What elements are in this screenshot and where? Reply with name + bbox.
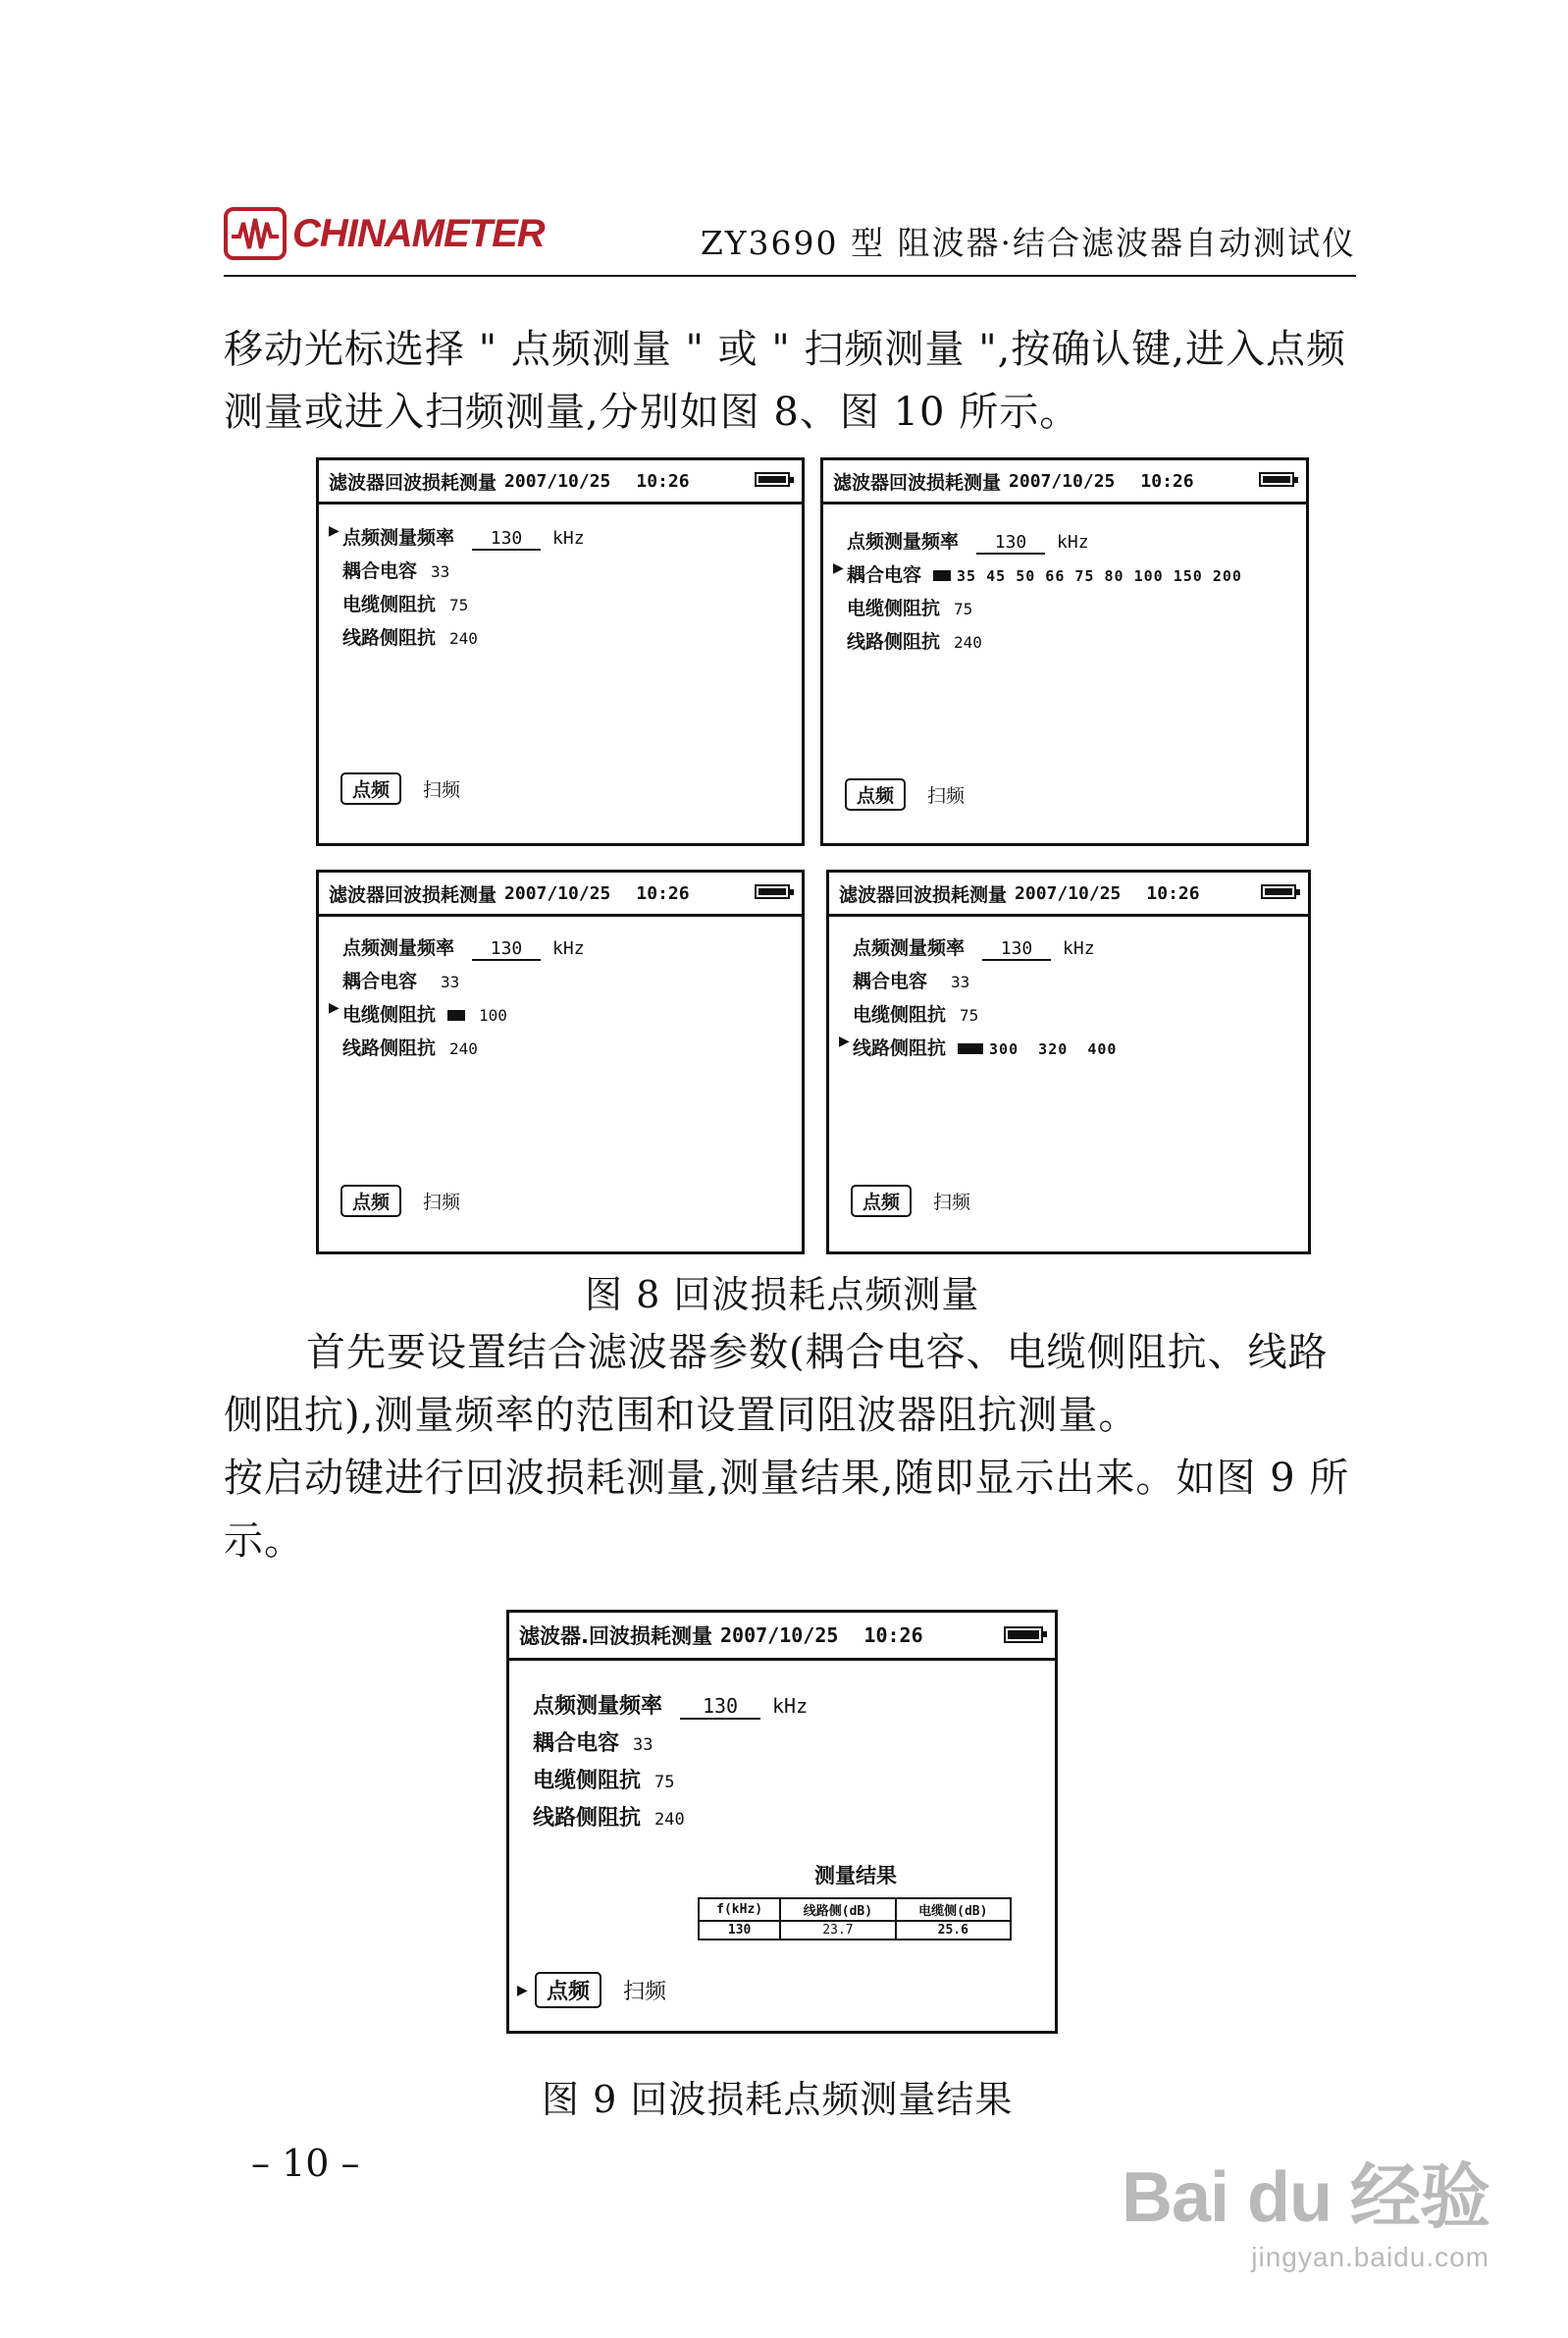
line-value: 240 — [449, 629, 478, 648]
cable-value: 75 — [449, 596, 469, 614]
screen-3 — [316, 870, 805, 1254]
screen-title: 滤波器回波损耗测量 — [329, 883, 497, 906]
cable-value: 75 — [654, 1773, 675, 1792]
screen-title-bar — [829, 873, 1308, 917]
freq-unit: kHz — [552, 528, 585, 549]
point-freq-button[interactable]: 点频 — [535, 1972, 601, 2008]
screen-title: 滤波器回波损耗测量 — [833, 471, 1002, 494]
screen-date: 2007/10/25 — [504, 470, 611, 492]
screen-time: 10:26 — [636, 470, 690, 492]
freq-value: 130 — [472, 938, 541, 961]
cable-row — [853, 1000, 978, 1027]
watermark-url: jingyan.baidu.com — [1251, 2242, 1490, 2272]
line-label: 线路侧阻抗 — [853, 1037, 947, 1059]
table-header-row — [699, 1898, 1011, 1921]
sweep-freq-button[interactable]: 扫频 — [927, 785, 966, 807]
freq-value: 130 — [680, 1694, 760, 1720]
freq-unit: kHz — [1063, 938, 1095, 959]
chinameter-logo — [224, 202, 545, 265]
mode-buttons — [851, 1185, 970, 1217]
screen-time: 10:26 — [863, 1623, 923, 1647]
screen-date: 2007/10/25 — [719, 1623, 839, 1647]
battery-icon — [755, 884, 790, 899]
body-paragraph-2: 按启动键进行回波损耗测量,测量结果,随即显示出来。如图 9 所示。 — [224, 1456, 1350, 1564]
cable-row — [329, 1000, 507, 1027]
table-header: 线路侧(dB) — [780, 1898, 895, 1921]
cable-row — [847, 594, 972, 620]
screen-title: 滤波器回波损耗测量 — [329, 471, 497, 494]
freq-value: 130 — [472, 528, 541, 551]
freq-unit: kHz — [1057, 532, 1089, 553]
cursor-icon: ▶ — [839, 1034, 850, 1049]
freq-label: 点频测量频率 — [533, 1694, 663, 1719]
screen-title-bar — [319, 460, 802, 505]
figure-9-caption: 图 9 回波损耗点频测量结果 — [542, 2078, 1014, 2121]
battery-icon — [755, 472, 790, 487]
coupling-value: 33 — [951, 973, 970, 991]
freq-row — [329, 523, 585, 551]
sweep-freq-button[interactable]: 扫频 — [933, 1192, 971, 1213]
chinameter-logo-icon — [224, 207, 287, 260]
cable-label: 电缆侧阻抗 — [342, 1004, 437, 1026]
screen-title-bar — [509, 1613, 1055, 1661]
freq-value: 130 — [976, 532, 1045, 555]
coupling-row — [533, 1727, 653, 1757]
table-cell: 130 — [699, 1921, 780, 1939]
line-row — [533, 1801, 685, 1832]
line-row — [839, 1034, 1118, 1060]
coupling-row — [342, 967, 459, 993]
line-label: 线路侧阻抗 — [847, 631, 941, 653]
screen-title-bar — [319, 873, 802, 917]
line-label: 线路侧阻抗 — [533, 1806, 642, 1831]
coupling-label: 耦合电容 — [533, 1731, 620, 1756]
coupling-row — [342, 557, 449, 583]
screen-1 — [316, 457, 805, 846]
coupling-value: 33 — [431, 562, 450, 581]
freq-unit: kHz — [772, 1694, 809, 1718]
freq-row — [853, 933, 1095, 961]
freq-value: 130 — [982, 938, 1051, 961]
intro-paragraph: 移动光标选择 " 点频测量 " 或 " 扫频测量 ",按确认键,进入点频测量或进入扫频测量,分别如图 8、图 10 所示。 — [224, 327, 1347, 435]
freq-label: 点频测量频率 — [847, 531, 960, 553]
point-freq-button[interactable]: 点频 — [851, 1185, 912, 1217]
cursor-icon: ▶ — [329, 523, 340, 539]
cable-row — [533, 1764, 675, 1794]
freq-row — [342, 933, 585, 961]
coupling-label: 耦合电容 — [342, 560, 418, 582]
line-value: 240 — [954, 633, 982, 652]
screen-title: 滤波器回波损耗测量 — [839, 883, 1008, 906]
battery-icon — [1261, 884, 1296, 899]
coupling-value: 33 — [633, 1735, 653, 1755]
line-row — [847, 627, 982, 654]
screen-time: 10:26 — [1146, 882, 1200, 904]
mode-buttons — [340, 772, 460, 805]
coupling-label: 耦合电容 — [847, 564, 922, 586]
screen-result — [506, 1610, 1058, 2034]
coupling-row — [833, 560, 1242, 587]
line-label: 线路侧阻抗 — [342, 627, 437, 649]
screen-2 — [820, 457, 1309, 846]
mode-buttons — [340, 1185, 460, 1217]
battery-icon — [1259, 472, 1294, 487]
point-freq-button[interactable]: 点频 — [340, 1185, 401, 1217]
coupling-label: 耦合电容 — [853, 971, 928, 992]
result-table — [698, 1897, 1012, 1940]
cable-label: 电缆侧阻抗 — [342, 594, 437, 615]
brand-name: CHINAMETER — [292, 211, 545, 255]
selection-block — [447, 1010, 465, 1021]
table-row — [699, 1921, 1011, 1939]
result-title: 测量结果 — [814, 1864, 897, 1887]
coupling-options: 35 45 50 66 75 80 100 150 200 — [957, 567, 1242, 585]
cable-value: 75 — [954, 600, 973, 618]
cable-label: 电缆侧阻抗 — [533, 1769, 642, 1793]
table-header: f(kHz) — [699, 1898, 780, 1921]
screen-date: 2007/10/25 — [1009, 470, 1116, 492]
cable-label: 电缆侧阻抗 — [847, 598, 941, 619]
freq-label: 点频测量频率 — [342, 937, 455, 959]
screen-title: 滤波器.回波损耗测量 — [519, 1624, 712, 1648]
freq-label: 点频测量频率 — [853, 937, 966, 959]
screen-time: 10:26 — [636, 882, 690, 904]
cursor-icon: ▶ — [833, 560, 844, 576]
sweep-freq-button[interactable]: 扫频 — [423, 779, 461, 801]
screen-4 — [826, 870, 1311, 1254]
freq-row — [847, 527, 1089, 555]
coupling-label: 耦合电容 — [342, 971, 418, 992]
selection-block — [958, 1043, 983, 1054]
line-value: 240 — [654, 1810, 685, 1830]
cable-label: 电缆侧阻抗 — [853, 1004, 947, 1026]
coupling-value: 33 — [441, 973, 460, 991]
mode-buttons — [517, 1972, 667, 2008]
freq-unit: kHz — [552, 938, 585, 959]
cursor-icon: ▶ — [329, 1000, 340, 1016]
figure-8-caption: 图 8 回波损耗点频测量 — [585, 1273, 980, 1316]
cable-value: 75 — [960, 1006, 979, 1025]
point-freq-button[interactable]: 点频 — [845, 778, 906, 811]
line-options: 300 320 400 — [989, 1040, 1118, 1058]
line-label: 线路侧阻抗 — [342, 1037, 437, 1059]
line-value: 240 — [449, 1039, 478, 1058]
page-number: – 10 – — [251, 2142, 360, 2185]
line-row — [342, 623, 478, 650]
cable-value: 100 — [479, 1006, 507, 1025]
screen-time: 10:26 — [1140, 470, 1194, 492]
watermark-brand: Bai du 经验 — [1121, 2158, 1490, 2237]
table-header: 电缆侧(dB) — [896, 1898, 1011, 1921]
baidu-watermark — [1122, 2140, 1490, 2273]
freq-label: 点频测量频率 — [342, 527, 455, 549]
table-cell: 25.6 — [896, 1921, 1011, 1939]
document-header-title: ZY3690 型 阻波器·结合滤波器自动测试仪 — [700, 224, 1356, 262]
cursor-icon: ▶ — [517, 1982, 528, 1998]
sweep-freq-button[interactable]: 扫频 — [623, 1980, 667, 2004]
screen-date: 2007/10/25 — [1015, 882, 1122, 904]
line-row — [342, 1034, 478, 1060]
point-freq-button[interactable]: 点频 — [340, 772, 401, 805]
coupling-row — [853, 967, 969, 993]
table-cell: 23.7 — [780, 1921, 895, 1939]
screen-date: 2007/10/25 — [504, 882, 611, 904]
cable-row — [342, 590, 468, 616]
battery-icon — [1004, 1626, 1043, 1643]
mode-buttons — [845, 778, 965, 811]
body-paragraph-1: 首先要设置结合滤波器参数(耦合电容、电缆侧阻抗、线路侧阻抗),测量频率的范围和设置同阻波器阻抗测量。 — [224, 1330, 1329, 1438]
screen-title-bar — [823, 460, 1306, 505]
header-divider — [224, 275, 1356, 277]
selection-block — [933, 570, 951, 581]
freq-row — [533, 1689, 808, 1720]
sweep-freq-button[interactable]: 扫频 — [423, 1192, 461, 1213]
